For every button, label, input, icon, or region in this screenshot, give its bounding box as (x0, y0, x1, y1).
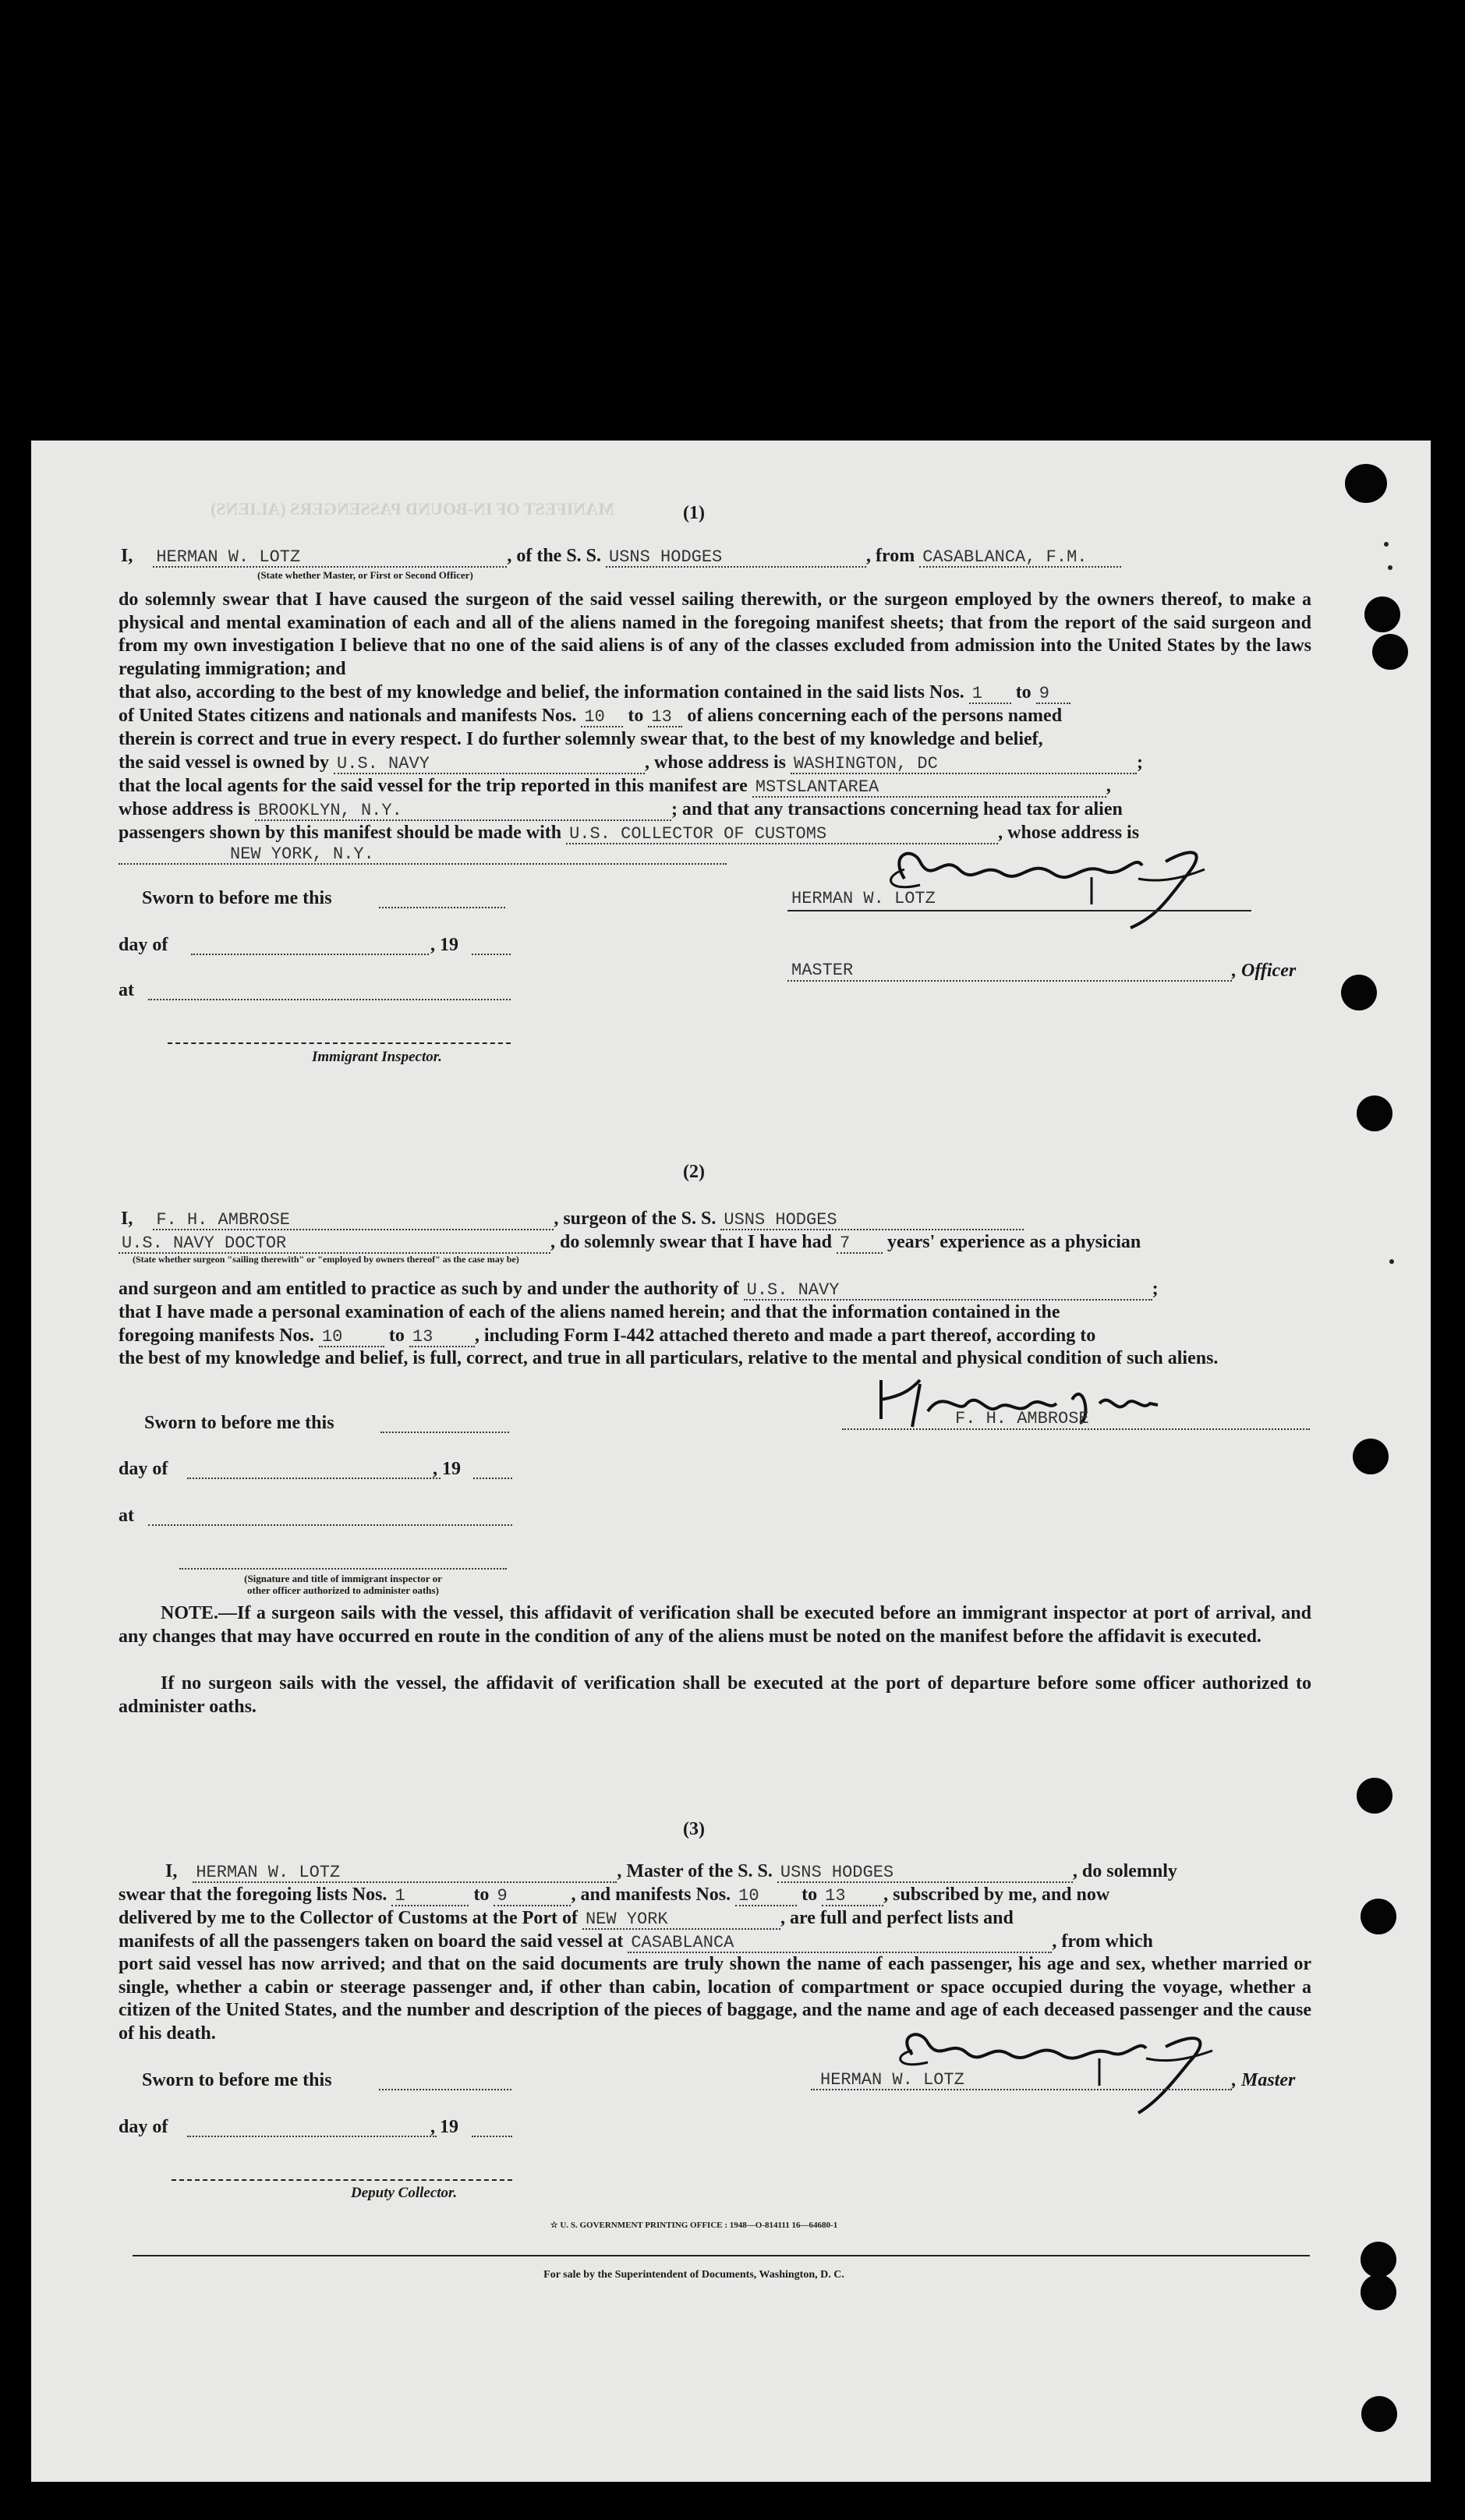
section-1-body: do solemnly swear that I have caused the surgeon of the said vessel sailing therewith, or the surgeon employed by the owners thereof, to make a physical and mental examination of each and all of the aliens named in the foregoing manifest sheets; that from the report of the said surgeon and from my own investigation I believe that no one of the said aliens is of any of the classes excluded from admission into the United States by the laws regulating immigration; and (119, 589, 1311, 679)
sig-caption-2: other officer authorized to administer oaths) (247, 1584, 439, 1596)
head-tax-label: ; and that any transactions concerning head tax for alien (671, 799, 1123, 819)
head-tax-with-label: passengers shown by this manifest should be made with (119, 823, 562, 843)
day-of-label: day of (119, 935, 168, 955)
manifests-label: of United States citizens and nationals and manifests Nos. (119, 706, 577, 726)
section-3-body: port said vessel has now arrived; and that on the said documents are truly shown the name of each passenger, his age and sex, whether married or single, whether a cabin or steerage passenger and, if other than cabin, location of compartment or space occupied during the voyage, whether a citizen of the United States, and the number and description of the pieces of baggage, and the name and age of each deceased passenger and the cause of his death. (119, 1954, 1311, 2044)
manifests-to-field: 13 (409, 1329, 475, 1347)
at-label-2: at (119, 1506, 134, 1526)
owner-address-field: WASHINGTON, DC (791, 756, 1137, 774)
note-text-1: —If a surgeon sails with the vessel, this affidavit of verification shall be executed before an immigrant inspector at port of arrival, and any changes that may have occurred en route in the condition of any of the aliens must be noted on the manifest before the affidavit is executed. (119, 1603, 1311, 1647)
agents-address-label: whose address is (119, 799, 250, 819)
section-1-lists-line (119, 682, 1070, 704)
section-2-experience-line (119, 1232, 1141, 1254)
port-label: delivered by me to the Collector of Customs at the Port of (119, 1908, 578, 1928)
section-3-embark-line (119, 1931, 1153, 1953)
swear-label: , do solemnly swear that I have had (550, 1232, 832, 1252)
port-field: NEW YORK (582, 1911, 780, 1930)
year-label: , 19 (430, 935, 458, 955)
to-label: to (388, 1325, 405, 1346)
authority-field: U.S. NAVY (744, 1282, 1152, 1301)
to-label: to (473, 1885, 490, 1905)
of-ss-label: , of the S. S. (507, 546, 602, 566)
lists-from-field: 1 (391, 1888, 469, 1906)
sworn-label: Sworn to before me this (142, 888, 332, 908)
year-label-2: , 19 (433, 1459, 461, 1479)
master-name-field: HERMAN W. LOTZ (193, 1864, 617, 1883)
section-2-belief: the best of my knowledge and belief, is full, correct, and true in all particulars, relative to the mental and physical condition of such aliens. (119, 1348, 1219, 1368)
for-sale-imprint: For sale by the Superintendent of Documents, Washington, D. C. (543, 2269, 844, 2281)
authority-label: and surgeon and am entitled to practice as such by and under the authority of (119, 1279, 739, 1299)
port-post-label: , are full and perfect lists and (780, 1908, 1014, 1928)
manifests-to-field: 13 (648, 709, 682, 727)
section-3-vessel-field: USNS HODGES (777, 1864, 1073, 1883)
owner-field: U.S. NAVY (334, 756, 645, 774)
punch-hole-icon (1357, 1778, 1392, 1814)
subscribed-label: , subscribed by me, and now (883, 1885, 1110, 1905)
section-2-surgeon-line (121, 1209, 1024, 1230)
years-field: 7 (837, 1235, 883, 1254)
section-3-number: (3) (683, 1819, 705, 1839)
i-label: I, (165, 1861, 178, 1881)
year-label-3: , 19 (430, 2117, 458, 2137)
head-tax-with-field: U.S. COLLECTOR OF CUSTOMS (566, 826, 998, 844)
officer-name-field: HERMAN W. LOTZ (153, 549, 507, 568)
section-3-master-line (165, 1861, 1177, 1883)
lists-to-field: 9 (1036, 685, 1070, 704)
swear-label: , do solemnly (1072, 1861, 1177, 1881)
from-label: , from (866, 546, 915, 566)
lists-from-field: 1 (969, 685, 1011, 704)
employed-field: U.S. NAVY DOCTOR (119, 1235, 550, 1254)
day-of-label-3: day of (119, 2117, 168, 2137)
punch-hole-icon (1361, 2274, 1396, 2310)
day-of-label-2: day of (119, 1459, 168, 1479)
section-1-manifests-line (119, 706, 1062, 727)
head-tax-address-field: NEW YORK, N.Y. (230, 844, 374, 864)
i-label: I, (121, 1209, 133, 1229)
sworn-label-3: Sworn to before me this (142, 2070, 332, 2090)
section-3-signature-typed: HERMAN W. LOTZ (820, 2070, 964, 2090)
gpo-imprint: ☆ U. S. GOVERNMENT PRINTING OFFICE : 1948—O-814111 16—64680-1 (550, 2221, 838, 2230)
i-label: I, (121, 546, 133, 566)
owner-address-label: , whose address is (645, 752, 786, 773)
agents-address-field: BROOKLYN, N.Y. (255, 802, 671, 821)
master-signature-1 (858, 830, 1232, 932)
punch-hole-icon (1361, 2396, 1397, 2432)
punch-hole-icon (1353, 1439, 1389, 1474)
punch-hole-icon (1372, 634, 1408, 670)
to-label: to (628, 706, 644, 726)
to-label: to (1015, 682, 1032, 703)
agents-label: that the local agents for the said vessel for the trip reported in this manifest are (119, 776, 748, 796)
surgeon-name-field: F. H. AMBROSE (153, 1212, 554, 1230)
owner-label: the said vessel is owned by (119, 752, 330, 773)
lists-label: swear that the foregoing lists Nos. (119, 1885, 387, 1905)
manifests-from-field: 10 (581, 709, 623, 727)
embark-label: manifests of all the passengers taken on board the said vessel at (119, 1931, 624, 1952)
note-1 (119, 1602, 1311, 1648)
manifests-post-label: of aliens concerning each of the persons named (687, 706, 1063, 726)
manifests-from-field: 10 (319, 1329, 384, 1347)
section-1-therein-line: therein is correct and true in every respect. I do further solemnly swear that, to the best of my knowledge and belief, (119, 729, 1043, 749)
embark-port-field: CASABLANCA (628, 1934, 1052, 1953)
note-label: NOTE. (161, 1603, 219, 1623)
vessel-field: USNS HODGES (606, 549, 866, 568)
section-1-number: (1) (683, 503, 705, 523)
at-label: at (119, 980, 134, 1000)
manifests-to-field: 13 (822, 1888, 883, 1906)
punch-hole-icon (1361, 1899, 1396, 1934)
officer-caption: (State whether Master, or First or Second Officer) (257, 569, 473, 581)
punch-hole-icon (1341, 975, 1377, 1010)
section-2-number: (2) (683, 1162, 705, 1182)
rank-field: MASTER (791, 961, 854, 980)
section-3-lists-line (119, 1885, 1109, 1906)
master-label: , Master (1232, 2070, 1296, 2090)
manifests-label: , and manifests Nos. (571, 1885, 731, 1905)
manifests-from-field: 10 (735, 1888, 797, 1906)
manifests-post-label: , including Form I-442 attached thereto and made a part thereof, according to (474, 1325, 1096, 1346)
section-2-examination-line: that I have made a personal examination of each of the aliens named herein; and that the information contained in the (119, 1302, 1060, 1322)
lists-label: that also, according to the best of my knowledge and belief, the information contained in the said lists Nos. (119, 682, 964, 703)
bleed-through-text: MANIFEST OF IN-BOUND PASSENGERS (ALIENS) (211, 499, 614, 519)
surgeon-vessel-field: USNS HODGES (720, 1212, 1024, 1230)
sig-caption-1: (Signature and title of immigrant inspector or (244, 1573, 442, 1584)
lists-to-field: 9 (494, 1888, 571, 1906)
manifests-label: foregoing manifests Nos. (119, 1325, 314, 1346)
employed-caption: (State whether surgeon "sailing therewith" or "employed by owners thereof" as the case may be) (133, 1254, 519, 1265)
section-1-officer-line (121, 546, 1121, 568)
section-2-manifests-line (119, 1325, 1095, 1347)
section-2-authority-line: and surgeon and am entitled to practice as such by and under the authority of U.S. NAVY ; (119, 1279, 1159, 1300)
head-tax-address-label: , whose address is (998, 823, 1140, 843)
master-of-label: , Master of the S. S. (617, 1861, 773, 1881)
punch-hole-icon (1364, 596, 1400, 632)
note-2: If no surgeon sails with the vessel, the affidavit of verification shall be executed at the port of departure before some officer authorized to administer oaths. (119, 1673, 1311, 1717)
embark-post-label: , from which (1052, 1931, 1153, 1952)
years-post-label: years' experience as a physician (886, 1232, 1141, 1252)
section-2-signature-typed: F. H. AMBROSE (955, 1409, 1089, 1428)
deputy-collector-caption: Deputy Collector. (351, 2185, 458, 2201)
section-1-owner-line: the said vessel is owned by U.S. NAVY , whose address is WASHINGTON, DC ; (119, 752, 1143, 773)
punch-hole-icon (1345, 464, 1387, 503)
surgeon-of-label: , surgeon of the S. S. (554, 1209, 717, 1229)
officer-label: , Officer (1232, 961, 1297, 981)
section-1-agents-line: that the local agents for the said vessel for the trip reported in this manifest are MSTSLANTAREA , (119, 776, 1111, 797)
immigrant-inspector-caption: Immigrant Inspector. (312, 1049, 442, 1065)
section-1-agents-address-line (119, 799, 1123, 821)
to-label: to (802, 1885, 818, 1905)
from-port-field: CASABLANCA, F.M. (919, 549, 1121, 568)
section-3-port-line (119, 1908, 1014, 1930)
document-page (31, 441, 1431, 2482)
agents-field: MSTSLANTAREA (752, 779, 1106, 798)
section-1-signature-typed: HERMAN W. LOTZ (791, 889, 936, 908)
punch-hole-icon (1361, 2242, 1396, 2278)
punch-hole-icon (1357, 1095, 1392, 1131)
sworn-label-2: Sworn to before me this (144, 1413, 334, 1433)
